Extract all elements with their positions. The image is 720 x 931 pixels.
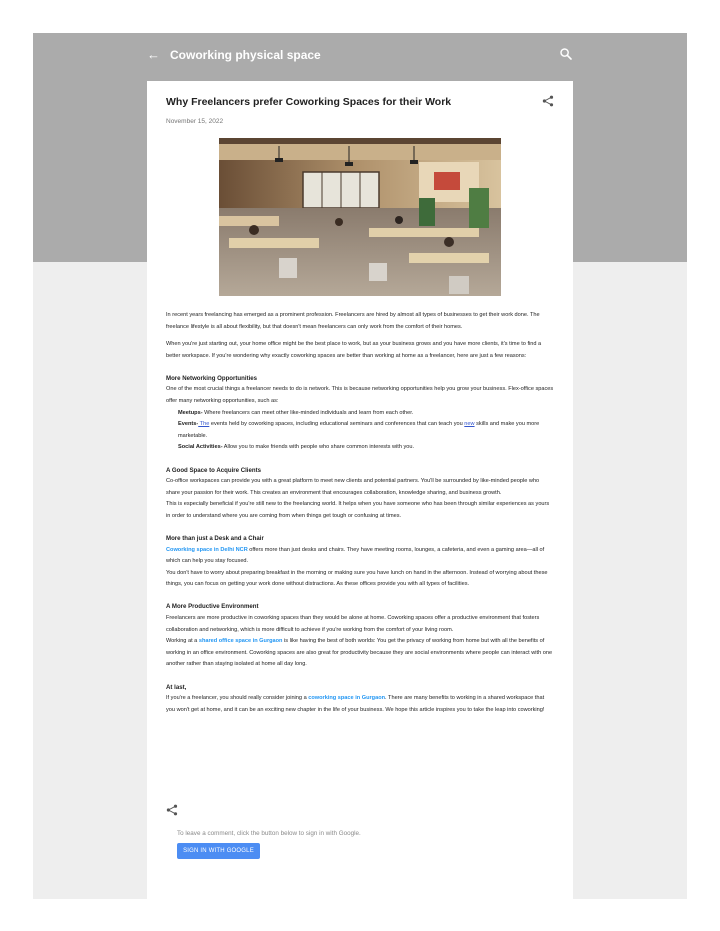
list-item-text: events held by coworking spaces, including educational seminars and conferences that can teach you	[209, 421, 465, 428]
page-frame	[33, 33, 687, 899]
list-item-social	[166, 442, 554, 454]
paragraph-conclusion	[166, 693, 554, 716]
share-icon[interactable]	[166, 804, 178, 816]
coworking-delhi-link[interactable]: Coworking space in Delhi NCR	[166, 546, 248, 553]
list-item-text: Allow you to make friends with people who share common interests with you.	[222, 444, 415, 451]
paragraph-clients-2: This is especially beneficial if you're still new to the freelancing world. It helps when you have someone who has been through similar experiences as yours in order to understand where you are coming from when things get tough or confusing at times.	[166, 501, 550, 519]
top-bar	[147, 47, 573, 67]
section-heading-conclusion: At last,	[166, 683, 187, 691]
paragraph-desk-2: You don't have to worry about preparing breakfast in the morning or making sure you have lunch on hand in the afternoon. Instead of worrying about these things, you can focus on getting your work done without distractions. As these offices provide you with all types of facilities.	[166, 569, 548, 588]
list-item-meetups	[166, 408, 554, 420]
paragraph-intro-1: In recent years freelancing has emerged as a prominent profession. Freelancers are hired by almost all types of businesses to get their work done. The freelance lifestyle is all about flexibility, but that doesn't mean freelancers can only work from the comfort of their homes.	[166, 312, 540, 330]
paragraph-text: Working at a	[166, 638, 199, 645]
paragraph-productive-2	[166, 636, 554, 671]
paragraph-desk-1	[166, 545, 554, 568]
post-image	[219, 138, 501, 296]
paragraph-text: If you're a freelancer, you should really consider joining a	[166, 695, 309, 702]
search-icon[interactable]	[559, 47, 573, 61]
section-heading-networking: More Networking Opportunities	[166, 374, 258, 382]
list-item-text: Where freelancers can meet other like-minded individuals and learn from each other.	[202, 409, 414, 416]
post-card	[147, 81, 573, 899]
new-link[interactable]: new	[464, 421, 475, 428]
section-heading-productive: A More Productive Environment	[166, 603, 259, 611]
paragraph-productive-1: Freelancers are more productive in coworking spaces than they would be alone at home. Coworking spaces offer a productive environment that fosters collaboration and networking, which is more difficult to achieve if you're working from the comfort of your living room.	[166, 615, 540, 633]
paragraph-networking: One of the most crucial things a freelancer needs to do is network. This is because networking opportunities help you grow your business. Flex-office spaces offer many networking opportunities, such as:	[166, 386, 554, 405]
share-icon[interactable]	[542, 95, 554, 107]
list-item-label: Social Activities-	[178, 444, 223, 451]
blog-title[interactable]: Coworking physical space	[170, 48, 321, 62]
shared-office-gurgaon-link[interactable]: shared office space in Gurgaon	[198, 638, 283, 645]
list-item-text: skills and make you more marketable.	[178, 421, 540, 439]
paragraph-text: . There are many benefits to working in a shared workspace that you won't get at home, and it can be an exciting new chapter in the life of your business. We hope this article inspires you to take the leap into coworking!	[166, 695, 545, 713]
paragraph-text: offers more than just desks and chairs. They have meeting rooms, lounges, a cafeteria, and even a gaming area—all of which can help you stay focused.	[166, 546, 545, 565]
comment-note: To leave a comment, click the button below to sign in with Google.	[177, 830, 361, 837]
coworking-gurgaon-link[interactable]: coworking space in Gurgaon	[308, 695, 386, 702]
post-date: November 15, 2022	[166, 118, 224, 125]
paragraph-text: is like having the best of both worlds: You get the privacy of working from home but with all the benefits of working in an office environment. Coworking spaces are also great for productivity because they are social environments where people can interact with one another rather than staying isolated at home all day long.	[166, 638, 553, 668]
list-item-events	[166, 419, 554, 442]
list-item-label: Events-	[178, 421, 199, 428]
section-heading-desk: More than just a Desk and a Chair	[166, 535, 264, 542]
events-link[interactable]: The	[198, 421, 210, 428]
list-item-label: Meetups-	[178, 409, 203, 416]
arrow-left-icon[interactable]: ←	[147, 47, 160, 62]
post-title: Why Freelancers prefer Coworking Spaces for their Work	[166, 96, 452, 108]
section-heading-clients: A Good Space to Acquire Clients	[166, 466, 262, 474]
post-body	[166, 310, 554, 716]
sign-in-with-google-button[interactable]: SIGN IN WITH GOOGLE	[177, 843, 260, 859]
paragraph-clients-1: Co-office workspaces can provide you with a great platform to meet new clients and potential partners. You'll be surrounded by like-minded people who share your passion for their work. This creates an environment that encourages collaboration, knowledge sharing, and business growth.	[166, 478, 540, 496]
paragraph-intro-2: When you're just starting out, your home office might be the best place to work, but as your business grows and you have more clients, it's time to find a better workspace. If you're wondering why exactly coworking spaces are better than working at home as a freelancer, here are just a few reasons:	[166, 341, 542, 359]
